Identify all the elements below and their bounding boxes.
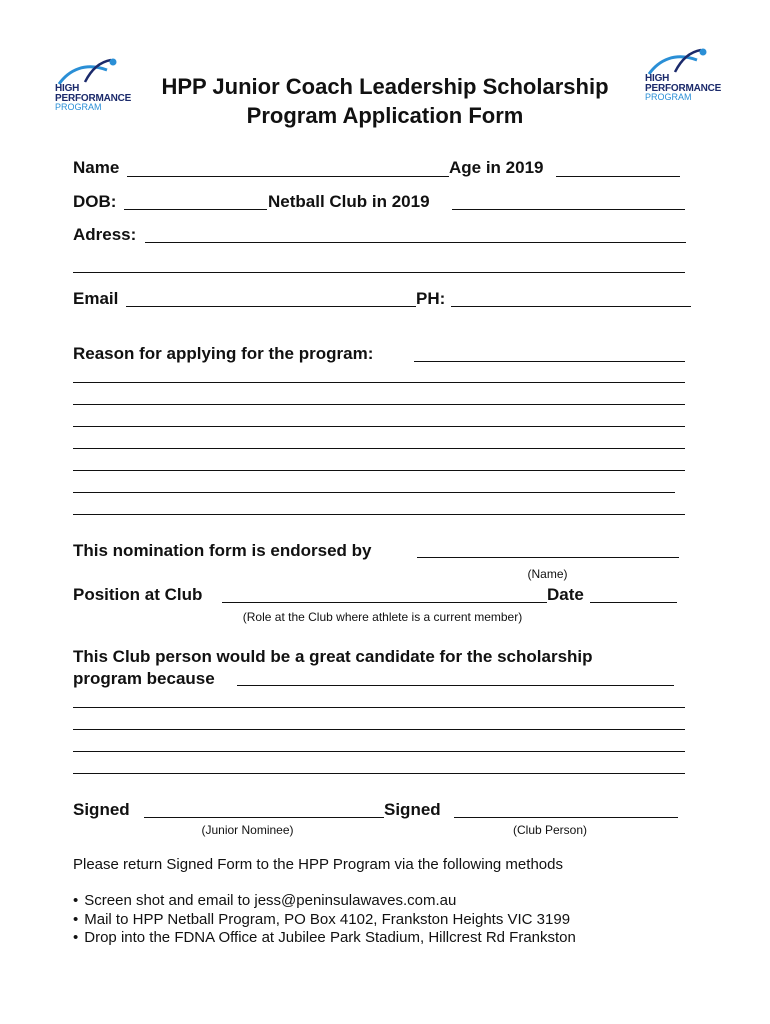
- nominee-caption: (Junior Nominee): [201, 823, 294, 837]
- candidate-field-line4[interactable]: [73, 751, 685, 752]
- logo-text-performance: PERFORMANCE: [645, 82, 722, 94]
- reason-field-line1[interactable]: [414, 361, 685, 362]
- candidate-label-line1: This Club person would be a great candidate for the scholarship: [73, 647, 593, 666]
- logo-text-high: HIGH: [645, 73, 670, 84]
- reason-field-line8[interactable]: [73, 514, 685, 515]
- address-field-line2[interactable]: [73, 272, 685, 273]
- form-title: [120, 72, 650, 130]
- signature-nominee-field[interactable]: [144, 817, 384, 818]
- address-label: Adress:: [73, 225, 137, 244]
- date-field[interactable]: [590, 602, 677, 603]
- name-label: Name: [73, 158, 120, 177]
- logo-text-program: PROGRAM: [55, 102, 102, 112]
- name-field[interactable]: [127, 176, 449, 177]
- reason-field-line6[interactable]: [73, 470, 685, 471]
- club-field[interactable]: [452, 209, 685, 210]
- reason-field-line4[interactable]: [73, 426, 685, 427]
- candidate-field-line3[interactable]: [73, 729, 685, 730]
- reason-field-line5[interactable]: [73, 448, 685, 449]
- hpp-logo-right: [645, 46, 725, 116]
- signed-club-label: Signed: [384, 800, 441, 819]
- phone-field[interactable]: [451, 306, 691, 307]
- date-label: Date: [547, 585, 584, 604]
- reason-field-line7[interactable]: [73, 492, 675, 493]
- endorser-name-caption: (Name): [527, 567, 568, 581]
- reason-field-line3[interactable]: [73, 404, 685, 405]
- role-caption: (Role at the Club where athlete is a current member): [242, 610, 523, 624]
- candidate-label-line2: program because: [73, 669, 215, 688]
- logo-text-performance: PERFORMANCE: [55, 92, 132, 104]
- endorsed-by-label: This nomination form is endorsed by: [73, 541, 372, 560]
- endorser-name-field[interactable]: [417, 557, 679, 558]
- signed-nominee-label: Signed: [73, 800, 130, 819]
- return-method-email: • Screen shot and email to jess@peninsulawaves.com.au: [73, 892, 576, 911]
- form-title-line2: Program Application Form: [246, 103, 524, 128]
- return-instructions: Please return Signed Form to the HPP Program via the following methods: [73, 856, 563, 873]
- phone-label: PH:: [416, 289, 446, 308]
- signature-club-field[interactable]: [454, 817, 678, 818]
- address-field-line1[interactable]: [145, 242, 686, 243]
- return-method-dropoff: • Drop into the FDNA Office at Jubilee Park Stadium, Hillcrest Rd Frankston: [73, 929, 576, 948]
- age-label: Age in 2019: [449, 158, 544, 177]
- email-label: Email: [73, 289, 119, 308]
- candidate-field-line2[interactable]: [73, 707, 685, 708]
- position-field[interactable]: [222, 602, 547, 603]
- dob-field[interactable]: [124, 209, 267, 210]
- candidate-field-line5[interactable]: [73, 773, 685, 774]
- position-label: Position at Club: [73, 585, 203, 604]
- form-title-line1: HPP Junior Coach Leadership Scholarship: [161, 74, 609, 99]
- email-field[interactable]: [126, 306, 416, 307]
- reason-field-line2[interactable]: [73, 382, 685, 383]
- return-method-mail: • Mail to HPP Netball Program, PO Box 4102, Frankston Heights VIC 3199: [73, 911, 576, 930]
- return-methods-list: [73, 892, 576, 948]
- age-field[interactable]: [556, 176, 680, 177]
- logo-text-program: PROGRAM: [645, 92, 692, 102]
- dob-label: DOB:: [73, 192, 117, 211]
- reason-label: Reason for applying for the program:: [73, 344, 374, 363]
- logo-text-high: HIGH: [55, 83, 80, 94]
- club-person-caption: (Club Person): [512, 823, 588, 837]
- candidate-field-line1[interactable]: [237, 685, 674, 686]
- club-label: Netball Club in 2019: [268, 192, 430, 211]
